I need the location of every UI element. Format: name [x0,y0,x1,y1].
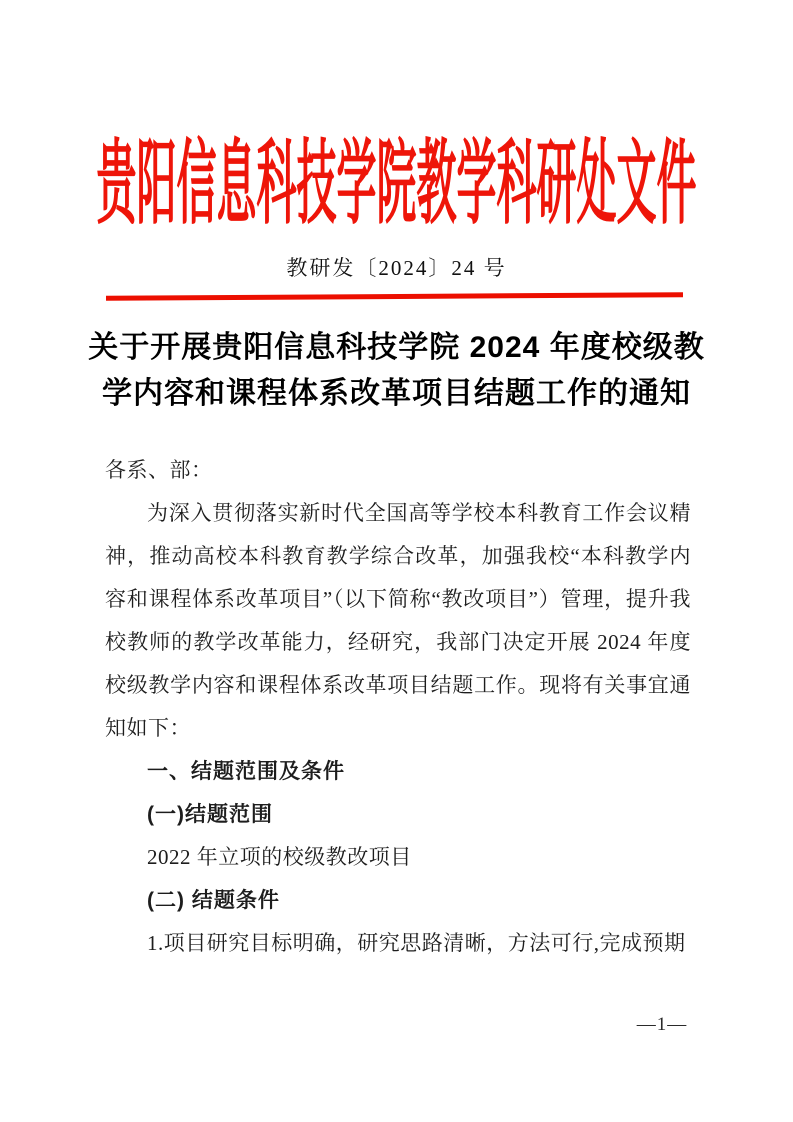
red-header-title: 贵阳信息科技学院教学科研处文件 [96,132,697,236]
section-1-heading: 一、结题范围及条件 [147,760,345,783]
document-number: 教研发〔2024〕24 号 [286,256,507,280]
document-title-line-2: 学内容和课程体系改革项目结题工作的通知 [102,377,691,410]
document-body [105,449,691,965]
subsection-1-1-text: 2022 年立项的校级教改项目 [147,845,412,869]
condition-item-1: 1.项目研究目标明确，研究思路清晰，方法可行,完成预期 [147,931,686,955]
red-separator-line [106,292,683,301]
subsection-1-2-heading: (二) 结题条件 [147,889,280,912]
red-masthead [0,132,793,236]
subsection-1-1-heading: (一)结题范围 [147,803,273,826]
salutation: 各系、部： [105,458,213,482]
page-number: —1— [636,1014,688,1035]
document-title-line-1: 关于开展贵阳信息科技学院 2024 年度校级教 [88,331,705,364]
document-title [0,325,793,417]
intro-paragraph: 为深入贯彻落实新时代全国高等学校本科教育工作会议精神，推动高校本科教育教学综合改革，加强我校“本科教学内容和课程体系改革项目”（以下简称“教改项目”）管理，提升我校教师的教学改革能力，经研究，我部门决定开展 2024 年度校级教学内容和课程体系改革项目结题工作。现将有关事宜通知如下： [105,501,691,740]
